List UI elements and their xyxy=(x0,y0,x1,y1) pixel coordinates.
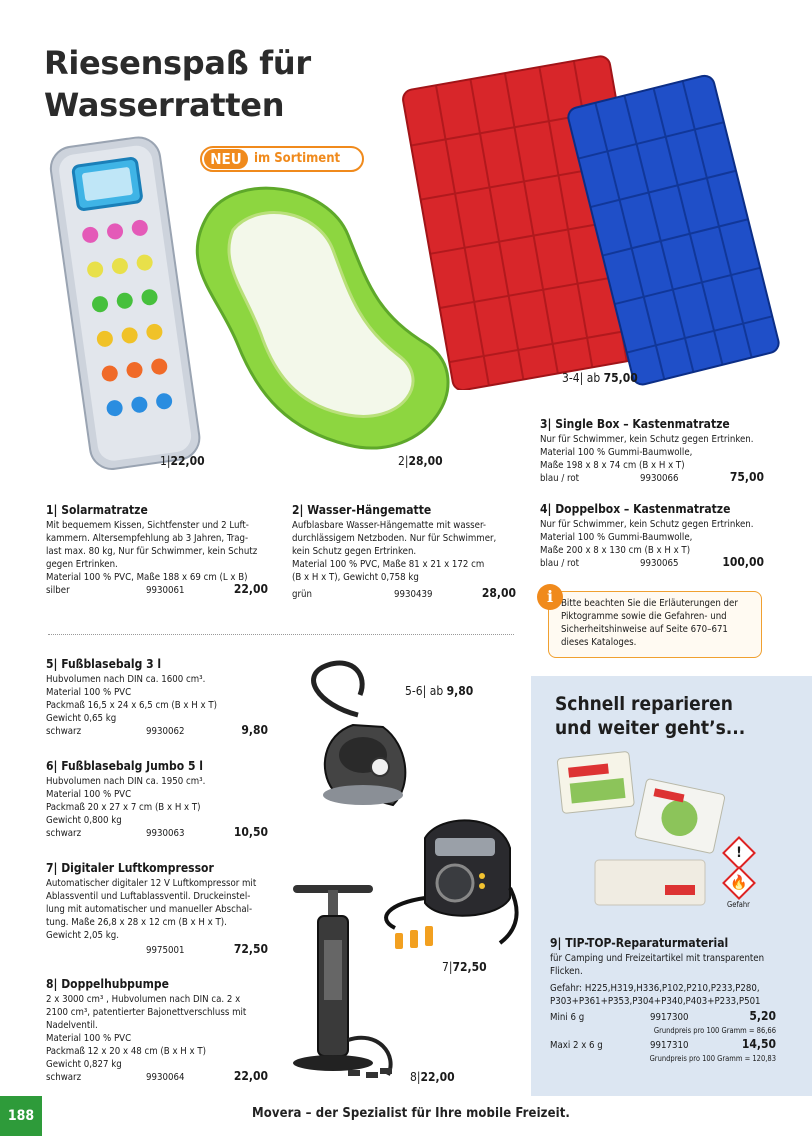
foot-pump-image xyxy=(298,655,423,815)
product-sku: 9930063 xyxy=(146,828,185,839)
product-order-row xyxy=(550,1011,776,1025)
product-heading: 2| Wasser-Hängematte xyxy=(292,503,432,517)
safety-info-box xyxy=(546,587,762,658)
product-price: 28,00 xyxy=(481,586,516,600)
base-price-note: Grundpreis pro 100 Gramm = 120,83 xyxy=(649,1054,776,1063)
product-desc-line: gegen Ertrinken. xyxy=(46,559,118,570)
product-1 xyxy=(46,502,268,598)
product-variant: Mini 6 g xyxy=(550,1012,585,1023)
product-desc-line: Gewicht 0,827 kg xyxy=(46,1059,122,1070)
product-desc-line: Material 100 % Gummi-Baumwolle, xyxy=(540,447,693,458)
double-pump-image xyxy=(288,880,418,1085)
product-desc-line: Ablassventil und Luftablassventil. Druckeinstel- xyxy=(46,891,251,902)
product-desc-line: Maße 200 x 8 x 130 cm (B x H x T) xyxy=(540,545,691,556)
hazard-statement-line: P303+P361+P353,P304+P340,P403+P233,P501 xyxy=(550,996,761,1007)
product-desc-line: Packmaß 16,5 x 24 x 6,5 cm (B x H x T) xyxy=(46,700,217,711)
product-order-row xyxy=(550,1039,776,1053)
product-price: 14,50 xyxy=(741,1037,776,1051)
product-price: 22,00 xyxy=(233,1069,268,1083)
product-sku: 9930439 xyxy=(394,589,433,600)
product-desc-line: Nur für Schwimmer, kein Schutz gegen Ertrinken. xyxy=(540,519,754,530)
new-in-range-badge xyxy=(200,146,364,172)
product-desc-line: Maße 198 x 8 x 74 cm (B x H x T) xyxy=(540,460,685,471)
repair-kit-image xyxy=(555,745,725,915)
section-divider xyxy=(48,634,514,635)
product-price: 9,80 xyxy=(241,723,268,737)
product-variant: schwarz xyxy=(46,1072,82,1083)
image-label-2: 2|28,00 xyxy=(398,454,443,468)
product-desc-line: Gewicht 0,65 kg xyxy=(46,713,117,724)
product-5 xyxy=(46,656,268,739)
badge-text: im Sortiment xyxy=(254,151,341,166)
page-title xyxy=(44,42,311,126)
product-variant: silber xyxy=(46,585,70,596)
product-sku: 9975001 xyxy=(146,945,185,956)
product-order-row xyxy=(292,588,516,602)
product-heading: 3| Single Box – Kastenmatratze xyxy=(540,417,730,431)
new-badge-label: NEU xyxy=(204,149,248,169)
product-variant: Maxi 2 x 6 g xyxy=(550,1040,603,1051)
info-line: Bitte beachten Sie die Erläuterungen der xyxy=(561,598,738,609)
base-price-note: Grundpreis pro 100 Gramm = 86,66 xyxy=(653,1026,776,1035)
product-desc-line: Flicken. xyxy=(550,966,583,977)
health-hazard-icon: ! xyxy=(722,836,756,870)
product-order-row xyxy=(540,472,764,486)
product-order-row xyxy=(46,827,268,841)
product-desc-line: Material 100 % PVC, Maße 188 x 69 cm (L x B) xyxy=(46,572,248,583)
image-label-1: 1|22,00 xyxy=(160,454,205,468)
product-heading: 8| Doppelhubpumpe xyxy=(46,977,169,991)
product-desc-line: Material 100 % Gummi-Baumwolle, xyxy=(540,532,693,543)
info-line: Piktogramme sowie die Gefahren- und xyxy=(561,611,727,622)
product-desc-line: Mit bequemem Kissen, Sichtfenster und 2 Luft- xyxy=(46,520,249,531)
product-8 xyxy=(46,976,268,1085)
page-title-line1: Riesenspaß für xyxy=(44,44,311,82)
product-desc-line: last max. 80 kg, Nur für Schwimmer, kein Schutz xyxy=(46,546,258,557)
product-desc-line: tung. Maße 26,8 x 28 x 12 cm (B x H x T). xyxy=(46,917,227,928)
product-desc-line: 2100 cm³, patentierter Bajonettverschluss mit xyxy=(46,1007,247,1018)
product-desc-line: Gewicht 0,800 kg xyxy=(46,815,122,826)
product-desc-line: Packmaß 12 x 20 x 48 cm (B x H x T) xyxy=(46,1046,207,1057)
product-order-row xyxy=(540,557,764,571)
product-desc-line: kammern. Altersempfehlung ab 3 Jahren, Trag- xyxy=(46,533,249,544)
product-6 xyxy=(46,758,268,841)
page-title-line2: Wasserratten xyxy=(44,86,285,124)
product-heading: 4| Doppelbox – Kastenmatratze xyxy=(540,502,731,516)
product-desc-line: Nadelventil. xyxy=(46,1020,98,1031)
repair-section-title xyxy=(555,692,745,740)
info-icon: i xyxy=(537,584,563,610)
product-desc-line: Material 100 % PVC, Maße 81 x 21 x 172 cm xyxy=(292,559,485,570)
hazard-statement-line: Gefahr: H225,H319,H336,P102,P210,P233,P280, xyxy=(550,983,760,994)
product-desc-line: Material 100 % PVC xyxy=(46,687,132,698)
box-mattresses-image xyxy=(385,55,800,390)
product-desc-line: Nur für Schwimmer, kein Schutz gegen Ertrinken. xyxy=(540,434,754,445)
product-4 xyxy=(540,501,764,571)
footer-slogan: Movera – der Spezialist für Ihre mobile Freizeit. xyxy=(252,1106,570,1121)
product-price: 75,00 xyxy=(729,470,764,484)
product-heading: 7| Digitaler Luftkompressor xyxy=(46,861,214,875)
product-desc-line: Hubvolumen nach DIN ca. 1950 cm³. xyxy=(46,776,206,787)
image-label-7: 7|72,50 xyxy=(442,960,487,974)
product-9 xyxy=(550,935,776,1064)
product-price: 72,50 xyxy=(233,942,268,956)
product-sku: 9917300 xyxy=(650,1012,689,1023)
product-3 xyxy=(540,416,764,486)
product-variant: blau / rot xyxy=(540,473,580,484)
product-price: 100,00 xyxy=(722,555,764,569)
product-desc-line: Hubvolumen nach DIN ca. 1600 cm³. xyxy=(46,674,206,685)
page-number: 188 xyxy=(0,1096,42,1136)
product-desc-line: lung mit automatischer und manueller Abschal- xyxy=(46,904,253,915)
product-price: 5,20 xyxy=(749,1009,776,1023)
hazard-label: Gefahr xyxy=(727,900,750,909)
product-sku: 9917310 xyxy=(650,1040,689,1051)
image-label-3-4: 3-4| ab 75,00 xyxy=(562,371,638,385)
product-desc-line: für Camping und Freizeitartikel mit transparenten xyxy=(550,953,765,964)
product-order-row xyxy=(46,1071,268,1085)
product-variant: grün xyxy=(292,589,312,600)
repair-title-line2: und weiter geht’s... xyxy=(555,717,746,739)
product-desc-line: Packmaß 20 x 27 x 7 cm (B x H x T) xyxy=(46,802,201,813)
info-line: Sicherheitshinweise auf Seite 670–671 xyxy=(561,624,728,635)
product-heading: 1| Solarmatratze xyxy=(46,503,148,517)
product-sku: 9930061 xyxy=(146,585,185,596)
product-variant: schwarz xyxy=(46,828,82,839)
product-variant: blau / rot xyxy=(540,558,580,569)
product-sku: 9930066 xyxy=(640,473,679,484)
product-desc-line: Material 100 % PVC xyxy=(46,789,132,800)
product-desc-line: kein Schutz gegen Ertrinken. xyxy=(292,546,417,557)
flammable-icon: 🔥 xyxy=(722,866,756,900)
product-price: 10,50 xyxy=(233,825,268,839)
product-order-row xyxy=(46,944,268,958)
product-order-row xyxy=(46,584,268,598)
product-desc-line: (B x H x T), Gewicht 0,758 kg xyxy=(292,572,419,583)
product-sku: 9930064 xyxy=(146,1072,185,1083)
product-heading: 6| Fußblasebalg Jumbo 5 l xyxy=(46,759,203,773)
product-desc-line: Automatischer digitaler 12 V Luftkompressor mit xyxy=(46,878,257,889)
image-label-5-6: 5-6| ab 9,80 xyxy=(405,684,474,698)
product-order-row xyxy=(46,725,268,739)
product-desc-line: Aufblasbare Wasser-Hängematte mit wasser- xyxy=(292,520,486,531)
product-heading: 9| TIP-TOP-Reparaturmaterial xyxy=(550,936,729,950)
image-label-8: 8|22,00 xyxy=(410,1070,455,1084)
repair-title-line1: Schnell reparieren xyxy=(555,693,733,715)
product-heading: 5| Fußblasebalg 3 l xyxy=(46,657,162,671)
product-7 xyxy=(46,860,268,958)
product-price: 22,00 xyxy=(233,582,268,596)
product-desc-line: 2 x 3000 cm³ , Hubvolumen nach DIN ca. 2 x xyxy=(46,994,241,1005)
product-desc-line: Material 100 % PVC xyxy=(46,1033,132,1044)
product-desc-line: durchlässigem Netzboden. Nur für Schwimmer, xyxy=(292,533,497,544)
product-sku: 9930062 xyxy=(146,726,185,737)
product-variant: schwarz xyxy=(46,726,82,737)
product-2 xyxy=(292,502,516,602)
info-line: dieses Kataloges. xyxy=(561,637,637,648)
product-desc-line: Gewicht 2,05 kg. xyxy=(46,930,119,941)
product-sku: 9930065 xyxy=(640,558,679,569)
